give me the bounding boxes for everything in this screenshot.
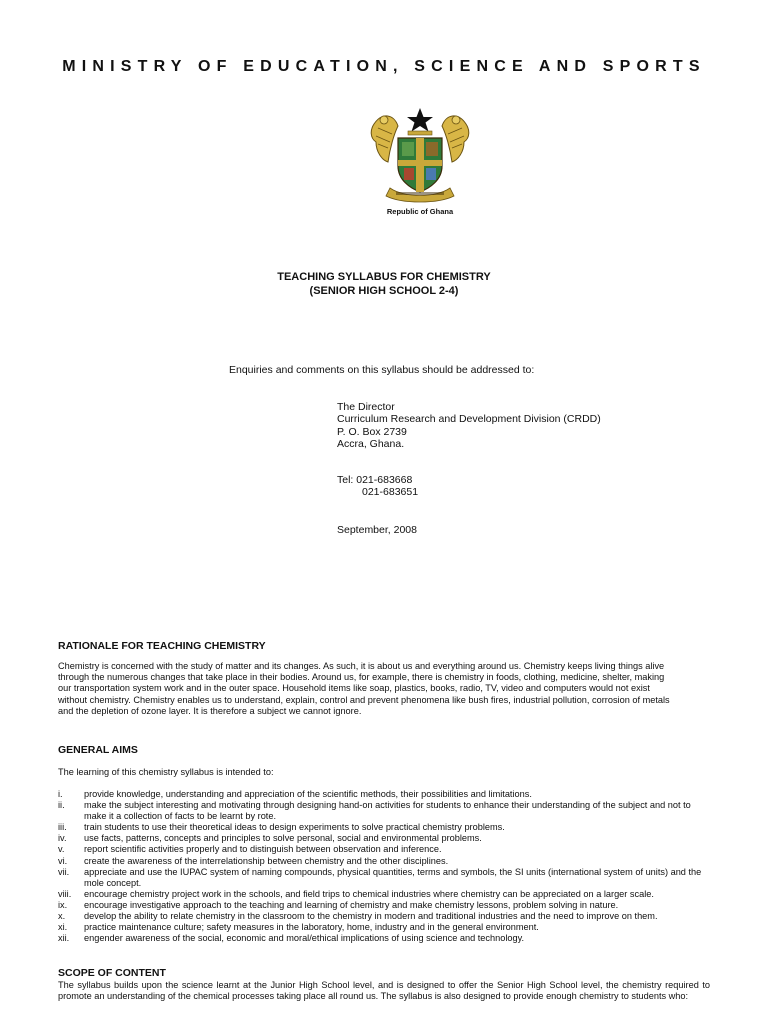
aim-text: encourage chemistry project work in the schools, and field trips to chemical industries where chemistry can be appreciated on a larger scale. — [84, 888, 654, 899]
aim-text: develop the ability to relate chemistry in the classroom to the chemistry in modern and traditional industries and the need to improve on them. — [84, 911, 658, 922]
aim-number: ii. — [58, 800, 65, 811]
aim-item — [58, 922, 712, 933]
aim-text: use facts, patterns, concepts and principles to solve personal, social and environmental problems. — [84, 833, 482, 844]
ministry-heading: MINISTRY OF EDUCATION, SCIENCE AND SPORTS — [62, 58, 706, 75]
rationale-line: and the depletion of ozone layer. It is therefore a subject we cannot ignore. — [58, 705, 362, 716]
aim-number: xi. — [58, 922, 68, 933]
aim-number: xii. — [58, 933, 70, 944]
aim-item — [58, 911, 712, 922]
address-block — [337, 401, 601, 451]
aim-number: x. — [58, 911, 66, 922]
aim-number: vii. — [58, 866, 70, 877]
syllabus-title-line2: (SENIOR HIGH SCHOOL 2-4) — [309, 285, 459, 297]
telephone-line: 021-683651 — [362, 486, 419, 499]
address-line: Accra, Ghana. — [337, 438, 405, 451]
aim-item — [58, 844, 712, 855]
rationale-heading: RATIONALE FOR TEACHING CHEMISTRY — [58, 640, 266, 652]
address-line: Curriculum Research and Development Division (CRDD) — [337, 413, 601, 426]
aim-number: iv. — [58, 833, 67, 844]
syllabus-title — [0, 270, 768, 298]
aim-number: vi. — [58, 855, 68, 866]
aim-text: encourage investigative approach to the teaching and learning of chemistry and make chemistry lessons, problem solving in nature. — [84, 899, 619, 910]
address-line: P. O. Box 2739 — [337, 425, 407, 438]
aim-text: practice maintenance culture; safety measures in the laboratory, home, industry and in the general environment. — [84, 922, 539, 933]
rationale-paragraph — [58, 661, 710, 717]
publication-date: September, 2008 — [337, 524, 417, 536]
aim-item — [58, 889, 712, 900]
aim-text: provide knowledge, understanding and appreciation of the scientific methods, their possibilities and limitations. — [84, 789, 532, 799]
aim-number: v. — [58, 844, 65, 855]
aim-item — [58, 833, 712, 844]
ghana-coat-of-arms-icon — [364, 104, 476, 206]
aim-item — [58, 856, 712, 867]
aim-item — [58, 789, 712, 800]
aim-item — [58, 800, 712, 822]
aim-item — [58, 867, 712, 889]
aim-text: create the awareness of the interrelationship between chemistry and the other disciplines. — [84, 855, 449, 866]
rationale-line: through the numerous changes that take place in their bodies. Around us, for example, there is chemistry in foods, clothing, medicine, shelter, making — [58, 672, 665, 683]
crest-caption: Republic of Ghana — [386, 207, 454, 216]
rationale-line: Chemistry is concerned with the study of matter and its changes. As such, it is about us and everything around us. Chemistry keeps living things alive — [58, 661, 665, 671]
general-aims-list — [58, 789, 712, 944]
aim-text: train students to use their theoretical ideas to design experiments to solve practical chemistry problems. — [84, 822, 505, 833]
aim-number: i. — [58, 789, 63, 799]
enquiries-text: Enquiries and comments on this syllabus should be addressed to: — [229, 364, 535, 376]
aim-item — [58, 933, 712, 944]
syllabus-title-line1: TEACHING SYLLABUS FOR CHEMISTRY — [277, 271, 491, 283]
address-line: The Director — [337, 401, 395, 413]
aim-text: make the subject interesting and motivating through designing hand-on activities for students to enhance their understanding of the subject and not to make it a collection of facts to be learnt by rote. — [84, 800, 691, 822]
telephone-block — [337, 474, 418, 499]
aim-number: ix. — [58, 899, 68, 910]
scope-paragraph: The syllabus builds upon the science learnt at the Junior High School level, and is designed to offer the Senior High School level, the chemistry required to promote an understanding of the chemical processes taking place all round us. The syllabus is also designed to provide enough chemistry to students who: — [58, 980, 710, 1002]
aim-text: appreciate and use the IUPAC system of naming compounds, physical quantities, terms and symbols, the SI units (international system of units) and the mole concept. — [84, 866, 702, 888]
telephone-line: Tel: 021-683668 — [337, 474, 413, 486]
aim-text: engender awareness of the social, economic and moral/ethical implications of using science and technology. — [84, 933, 525, 944]
aim-item — [58, 900, 712, 911]
rationale-line: our transportation system work and in the outer space. Household items like soap, plastics, books, radio, TV, video and computers would not exist — [58, 683, 650, 694]
aim-number: iii. — [58, 822, 67, 833]
general-aims-heading: GENERAL AIMS — [58, 744, 138, 756]
aim-item — [58, 822, 712, 833]
rationale-line: without chemistry. Chemistry enables us to understand, explain, control and prevent phenomena like bush fires, industrial pollution, corrosion of metals — [58, 694, 670, 705]
aim-number: viii. — [58, 888, 72, 899]
general-aims-intro: The learning of this chemistry syllabus is intended to: — [58, 767, 274, 777]
scope-heading: SCOPE OF CONTENT — [58, 967, 166, 979]
aim-text: report scientific activities properly and to distinguish between observation and inference. — [84, 844, 442, 855]
